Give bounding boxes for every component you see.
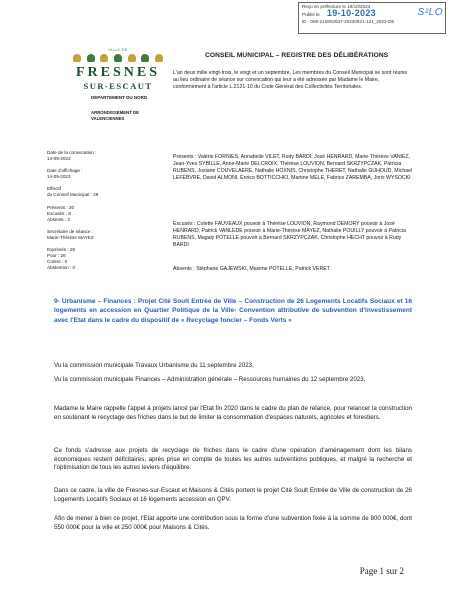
- excuses-list: Excusés : Colette FAUVEAUX pouvoir à Thérèse LOUVION, Raymond DEMORY pouvoir à José HENRARD, Patrick VANLEDE pouvoir à Marie-Thérèse MAYEZ, Nathalie POUILLY pouvoir à Patricia RUBENS, Magaly POTELLE pouvoir à Bernard SKRZYPCZAK, Christophe HECHT pouvoir à Rudy BARDI: [173, 221, 406, 248]
- absents-list: Absents : Stéphane GAJEWSKI, Maxime POTELLE, Patrick VERET: [173, 266, 330, 272]
- logo-name: FRESNES: [75, 65, 161, 80]
- logo-small-text: VILLE DE: [108, 48, 128, 52]
- paragraph-contribution: Afin de mener à bien ce projet, l'Etat apporte une contribution sous la forme d'une subvention fixée à la somme de 800 000€, dont 550 000€ pour la ville et 250 000€ pour Maisons & Cités.: [54, 515, 412, 531]
- effectif-line-2: du Conseil Municipal : 29: [47, 192, 99, 198]
- attendance-block: [47, 205, 135, 223]
- arrondissement-label: [91, 110, 139, 122]
- affichage-date: 14-09-2023: [47, 174, 71, 180]
- secretaire-label: Secrétaire de séance :: [47, 228, 93, 234]
- stamp-published-label: Publié le: [302, 12, 320, 18]
- paragraph-commission-travaux: Vu la commission municipale Travaux Urbanisme du 11 septembre 2023,: [54, 362, 254, 369]
- prefecture-stamp: [298, 2, 446, 34]
- paragraph-fonds: Ce fonds s'adresse aux projets de recyclage de friches dans le cadre d'une opération d'aménagement dont les bilans économiques restent déficitaires, après prise en compte de toutes les autres subventions publiques, et malgré la recherche et l'optimisation de tous les autres leviers d'équilibre.: [54, 447, 412, 472]
- paragraph-appel-projets: Madame le Maire rappelle l'appel à projets lancé par l'Etat fin 2020 dans le cadre du plan de relance, pour relancer la construction en soutenant le recyclage des friches dans le but de limiter la consommation d'espaces naturels, agricoles et forestiers.: [54, 405, 412, 421]
- town-logo: [70, 48, 166, 91]
- presents-list: Présents : Valérie FORNIES, Annabelle VILET, Rudy BARDI, José HENRARD, Marie-Thérèse VANIEZ, Jean-Yves SYBILLE, Anne-Marie DELCROIX, Thérèse LOUVION, Bernard SKRZYPCZAK, Patricia RUBENS, Josiane COUVELAERE, Nathalie HOXNIS, Christophe THERET, Nathalie GUHOUD, Michael LEFEBVRE, David ALMONI, Enrico BOTTICCHIO, Martine MELE, Fabrice ZAREMBA, Joris WYSOCKI: [173, 154, 413, 181]
- secretaire-block: [47, 229, 135, 241]
- logo-ornament-icon: [70, 54, 166, 62]
- excuses-count: Excusés : 8: [47, 210, 71, 216]
- stamp-published-date: 19-10-2023: [326, 8, 376, 19]
- page-number: Page 1 sur 2: [359, 566, 404, 576]
- deliberation-subject: 9- Urbanisme – Finances : Projet Cité Soult Entrée de Ville – Construction de 26 Logements Locatifs Sociaux et 16 logements en accession en Quartier Politique de la Ville- Convention attributive de subvention d'investissement avec l'Etat dans le cadre du dispositif de « Recyclage foncier – Fonds Verts »: [54, 298, 412, 324]
- logo-sub: SUR-ESCAUT: [83, 81, 153, 91]
- exprimes-count: Exprimés : 26: [47, 247, 76, 253]
- session-info-column: [47, 150, 135, 277]
- convocation-date: 14-09-2023: [47, 156, 71, 162]
- affichage-block: [47, 168, 135, 180]
- arrondissement-line-1: ARRONDISSEMENT DE: [91, 110, 139, 115]
- vote-block: [47, 247, 135, 271]
- stamp-brand: S²LO: [417, 7, 443, 18]
- pour-count: Pour : 26: [47, 253, 66, 259]
- absents-count: Absents : 3: [47, 216, 70, 222]
- contre-count: Contre : 0: [47, 259, 68, 265]
- arrondissement-line-2: VALENCIENNES: [91, 116, 125, 121]
- convocation-label: Date de la convocation :: [47, 150, 97, 155]
- stamp-received: Reçu en préfecture le 19/10/2023: [302, 4, 371, 9]
- paragraph-commission-finances: Vu la commission municipale Finances – Administration générale – Ressources humaines du 12 septembre 2023,: [54, 376, 366, 383]
- convocation-block: [47, 150, 135, 162]
- secretaire-name: Marie-Thérèse MAYEZ: [47, 234, 94, 240]
- effectif-line-1: Effectif: [47, 186, 61, 192]
- abstention-count: Abstention : 0: [47, 265, 76, 271]
- stamp-id: ID : 059-215902537-20230921-121_2023-DE: [302, 18, 395, 24]
- effectif-block: [47, 186, 135, 198]
- intro-paragraph: L'an deux mille vingt-trois, le vingt et un septembre, Les membres du Conseil Municipal se sont réunis au lieu ordinaire de séance sur convocation qui leur a été adressée par Madame le Maire, conformément à l'article L.2121-10 du Code Général des Collectivités Territoriales.: [173, 70, 407, 90]
- affichage-label: Date d'affichage :: [47, 168, 83, 174]
- presents-count: Présents : 20: [47, 204, 75, 210]
- paragraph-cadre: Dans ce cadre, la ville de Fresnes-sur-Escaut et Maisons & Cités portent le projet Cité Soult Entrée de Ville de construction de 26 Logements Locatifs Sociaux et 16 logements accession en QPV.: [54, 487, 412, 503]
- department-label: DEPARTEMENT DU NORD: [91, 95, 148, 100]
- document-title: CONSEIL MUNICIPAL – REGISTRE DES DÉLIBÉRATIONS: [205, 52, 389, 59]
